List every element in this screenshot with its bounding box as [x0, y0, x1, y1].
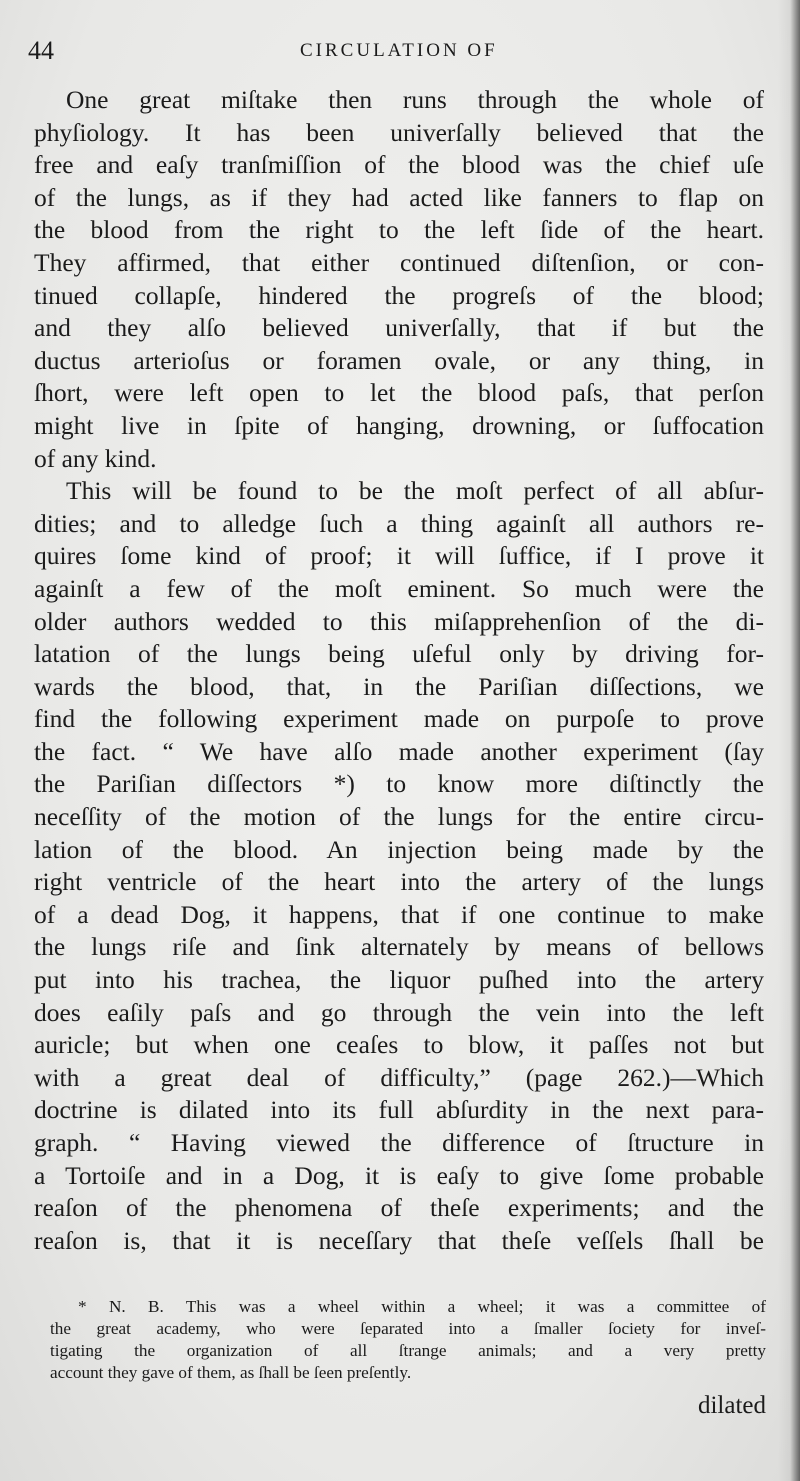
text-line: put into his trachea, the liquor puſhed into the artery	[34, 965, 764, 995]
text-line: does eaſily paſs and go through the vein into the left	[34, 997, 764, 1027]
page-number: 44	[28, 36, 54, 65]
text-line: dities; and to alledge ſuch a thing againſt all authors re-	[34, 508, 764, 538]
text-line: might live in ſpite of hanging, drowning, or ſuffocation	[34, 410, 764, 440]
footnote-line: tigating the organization of all ſtrange animals; and a very pretty	[50, 1341, 766, 1360]
text-line: the blood from the right to the left ſide of the heart.	[34, 215, 764, 245]
text-line: of the lungs, as if they had acted like fanners to flap on	[34, 182, 764, 212]
footnote-line: account they gave of them, as ſhall be ſeen preſently.	[50, 1363, 412, 1382]
text-line: tinued collapſe, hindered the progreſs of the blood;	[34, 280, 764, 310]
text-line: ductus arterioſus or foramen ovale, or any thing, in	[34, 345, 764, 375]
page-header	[28, 36, 768, 70]
text-line: graph. “ Having viewed the difference of ſtructure in	[34, 1128, 764, 1157]
paragraph-2	[34, 475, 764, 1257]
text-line: againſt a few of the moſt eminent. So much were the	[34, 573, 764, 603]
text-line: free and eaſy tranſmiſſion of the blood was the chief uſe	[34, 150, 764, 180]
text-line: This will be found to be the moſt perfect of all abſur-	[66, 476, 764, 506]
text-line: quires ſome kind of proof; it will ſuffice, if I prove it	[34, 541, 764, 571]
text-line: the fact. “ We have alſo made another experiment (ſay	[34, 736, 764, 766]
text-line: find the following experiment made on purpoſe to prove	[34, 704, 764, 734]
text-line: wards the blood, that, in the Pariſian diſſections, we	[34, 671, 764, 701]
text-line: reaſon is, that it is neceſſary that theſe veſſels ſhall be	[34, 1225, 764, 1255]
text-line: the lungs riſe and ſink alternately by means of bellows	[34, 932, 764, 962]
text-line: neceſſity of the motion of the lungs for the entire circu-	[34, 802, 764, 832]
text-line: right ventricle of the heart into the artery of the lungs	[34, 867, 764, 897]
paragraph-1	[34, 84, 764, 475]
running-head: CIRCULATION OF	[300, 40, 498, 61]
page-edge-shadow	[778, 0, 800, 1481]
text-line: doctrine is dilated into its full abſurdity in the next para-	[34, 1095, 764, 1125]
text-line: ſhort, were left open to let the blood paſs, that perſon	[34, 378, 764, 408]
body-text	[34, 84, 764, 1257]
footnote-line: the great academy, who were ſeparated into a ſmaller ſociety for inveſ-	[50, 1319, 766, 1338]
text-line: They affirmed, that either continued diſtenſion, or con-	[34, 247, 764, 277]
text-line: phyſiology. It has been univerſally believed that the	[34, 117, 764, 147]
text-line: and they alſo believed univerſally, that if but the	[34, 313, 764, 343]
text-line: with a great deal of difficulty,” (page 262.)—Which	[34, 1062, 764, 1092]
text-line: auricle; but when one ceaſes to blow, it paſſes not but	[34, 1030, 764, 1060]
text-line: the Pariſian diſſectors *) to know more diſtinctly the	[34, 769, 764, 799]
text-line: of a dead Dog, it happens, that if one continue to make	[34, 899, 764, 929]
catchword: dilated	[697, 1392, 766, 1419]
text-line: One great miſtake then runs through the whole of	[66, 85, 764, 114]
text-line: latation of the lungs being uſeful only by driving for-	[34, 639, 764, 669]
text-line: of any kind.	[34, 443, 157, 473]
footnote-line: * N. B. This was a wheel within a wheel; it was a committee of	[78, 1297, 766, 1316]
text-line: reaſon of the phenomena of theſe experiments; and the	[34, 1193, 764, 1223]
text-line: lation of the blood. An injection being made by the	[34, 834, 764, 864]
text-line: a Tortoiſe and in a Dog, it is eaſy to give ſome probable	[34, 1160, 764, 1190]
text-line: older authors wedded to this miſapprehenſion of the di-	[34, 606, 764, 636]
footnote	[50, 1296, 766, 1384]
